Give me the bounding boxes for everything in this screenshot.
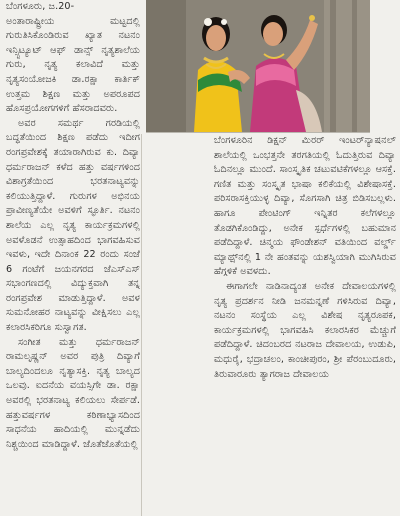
article-right-column xyxy=(214,134,396,516)
paragraph-education: ಬೆಂಗಳೂರಿನ ಡಿಕ್ಷನ್ ಮಿರರ್ ಇಂಟರ್‌ನ್ಯಾಷನಲ್ ಶಾಲೆಯಲ್ಲಿ ಒಂಭತ್ತನೇ ತರಗತಿಯಲ್ಲಿ ಓದುತ್ತಿರುವ ದಿವ್ಯಾ ಓದಿನಲ್ಲೂ ಮುಂದೆ. ಸಾಂಸ್ಕೃತಿಕ ಚಟುವಟಿಕೆಗಳಲ್ಲೂ ಆಸಕ್ತೆ. ಗಣಿತ ಮತ್ತು ಸಂಸ್ಕೃತ ಭಾಷಾ ಕಲಿಕೆಯಲ್ಲಿ ವಿಶೇಷಾಸಕ್ತೆ. ಪರಿಸರಾಸಕ್ತಿಯುಳ್ಳ ದಿವ್ಯಾ, ಸೊಗಸಾಗಿ ಚಿತ್ರ ಬಿಡಿಸಬಲ್ಲಳು. ಹಾಗೂ ಪೇಂಟಿಂಗ್ ಇನ್ನಿತರ ಕಲೆಗಳಲ್ಲೂ ತೊಡಗಿಕೊಂಡಿದ್ದು, ಅನೇಕ ಸ್ಪರ್ಧೆಗಳಲ್ಲಿ ಬಹುಮಾನ ಪಡೆದಿದ್ದಾಳೆ. ಚಿನ್ಮಯ ಫೌಂಡೇಶನ್ ವತಿಯಿಂದ ವರ್ಲ್ಡ್ ಮ್ಯಾಥ್ಸ್‌ನಲ್ಲಿ 1 ನೇ ಹಂತವನ್ನು ಯಶಸ್ವಿಯಾಗಿ ಮುಗಿಸಿರುವ ಹೆಗ್ಗಳಿಕೆ ಅವಳದು. xyxy=(214,135,396,278)
paragraph-performance: ಅವರ ಸಮರ್ಥ ಗರಡಿಯಲ್ಲಿ ಬದ್ಧತೆಯಿಂದ ಶಿಕ್ಷಣ ಪಡೆದು ಇದೀಗ ರಂಗಪ್ರವೇಶಕ್ಕೆ ತಯಾರಾಗಿರುವ ಕು. ದಿವ್ಯಾ ಧರ್ಮರಾಜನ್ ಕಳೆದ ಹತ್ತು ವರ್ಷಗಳಿಂದ ವಿಶಾಗ್ರತೆಯಿಂದ ಭರತನಾಟ್ಯವನ್ನು ಕಲಿಯುತ್ತಿದ್ದಾಳೆ. ಗುರುಗಳ ಅಭಿನಯ ಪ್ರಾವೀಣ್ಯತೆಯೇ ಅವಳಿಗೆ ಸ್ಫೂರ್ತಿ. ನಟನಂ ಶಾಲೆಯ ಎಲ್ಲ ನೃತ್ಯ ಕಾರ್ಯಕ್ರಮಗಳಲ್ಲಿ ಅವಳೊಡನೆ ಉತ್ಸಾಹದಿಂದ ಭಾಗವಹಿಸುವ ಇವಳು, ಇದೇ ದಿನಾಂಕ 22 ರಂದು ಸಂಜೆ 6 ಗಂಟೆಗೆ ಜಯನಗರದ ಜೆಎಸ್ಎಸ್ ಸಭಾಂಗಣದಲ್ಲಿ ವಿದ್ಯುಕ್ತವಾಗಿ ತನ್ನ ರಂಗಪ್ರವೇಶ ಮಾಡುತ್ತಿದ್ದಾಳೆ. ಅವಳ ಸುಮನೋಹರ ನಾಟ್ಯವನ್ನು ವೀಕ್ಷಿಸಲು ಎಲ್ಲ ಕಲಾರಸಿಕರಿಗೂ ಸುಸ್ವಾಗತ. xyxy=(6,117,140,334)
dancers-photo xyxy=(146,0,370,133)
article-left-column xyxy=(6,0,140,516)
article-center-gap xyxy=(144,134,210,516)
column-divider xyxy=(141,134,142,516)
dancers-photo-art xyxy=(146,0,370,132)
paragraph-temple-performances: ಈಗಾಗಲೇ ನಾಡಿನಾದ್ಯಂತ ಅನೇಕ ದೇವಾಲಯಗಳಲ್ಲಿ ನೃತ್ಯ ಪ್ರದರ್ಶನ ನೀಡಿ ಜನಮನ್ನಣೆ ಗಳಿಸಿರುವ ದಿವ್ಯಾ, ನಟನಂ ಸಂಸ್ಥೆಯ ಎಲ್ಲ ವಿಶೇಷ ನೃತ್ಯರೂಪಕ, ಕಾರ್ಯಕ್ರಮಗಳಲ್ಲಿ ಭಾಗವಹಿಸಿ ಕಲಾರಸಿಕರ ಮೆಚ್ಚುಗೆ ಪಡೆದಿದ್ದಾಳೆ. ಚಿದಂಬರದ ನಟರಾಜ ದೇವಾಲಯ, ಉಡುಪಿ, ಮಧುರೈ, ಭದ್ರಾಚಲಂ, ಕಾಂಚೀಪುರಂ, ಶ್ರೀ ಪೆರಂಬುದೂರು, ತಿರುವಾರೂರು ತ್ಯಾಗರಾಜ ದೇವಾಲಯ xyxy=(214,280,396,380)
paragraph-background: ಸಂಗೀತ ಮತ್ತು ಧರ್ಮರಾಜನ್ ರಾಮಲೃಷ್ಣನ್ ಅವರ ಪುತ್ರಿ ದಿವ್ಯಾಗೆ ಬಾಲ್ಯದಿಂದಲೂ ನೃತ್ಯಾಸಕ್ತಿ. ನೃತ್ಯ ಬಾಲ್ಯದ ಒಲವು. ಐದನೆಯ ವಯಸ್ಸಿಗೇ ಡಾ. ರಕ್ಷಾ ಅವರಲ್ಲಿ ಭರತನಾಟ್ಯ ಕಲಿಯಲು ಸೇರ್ಪಡೆ. ಹತ್ತುವರ್ಷಗಳ ಕಠಿಣಾಭ್ಯಾಸದಿಂದ ಸಾಧನೆಯ ಹಾದಿಯಲ್ಲಿ ಮುನ್ನಡೆದು ನಿಶ್ಚಯಿಂದ ಮಾಡಿದ್ದಾಳೆ. ಜೊತೆಜೊತೆಯಲ್ಲಿ xyxy=(6,336,140,450)
dateline: ಬೆಂಗಳೂರು, ಜ.20- xyxy=(6,1,75,12)
paragraph-intro: ಅಂತಾರಾಷ್ಟ್ರೀಯ ಮಟ್ಟದಲ್ಲಿ ಗುರುತಿಸಿಕೊಂಡಿರುವ ಖ್ಯಾತ ನಟನಂ ಇನ್ಸ್ಟಿಟ್ಯೂಟ್ ಆಫ್ ಡಾನ್ಸ್ ನೃತ್ಯಶಾಲೆಯ ಗುರು, ನೃತ್ಯ ಕಲಾವಿದೆ ಮತ್ತು ನೃತ್ಯಸಂಯೋಜಕಿ ಡಾ.ರಕ್ಷಾ ಕಾರ್ತಿಕ್ ಉತ್ತಮ ಶಿಕ್ಷಣ ಮತ್ತು ಅಪರೂಪದ ಹೊಸಪ್ರಯೋಗಗಳಿಗೆ ಹೆಸರಾದವರು. xyxy=(6,15,140,115)
